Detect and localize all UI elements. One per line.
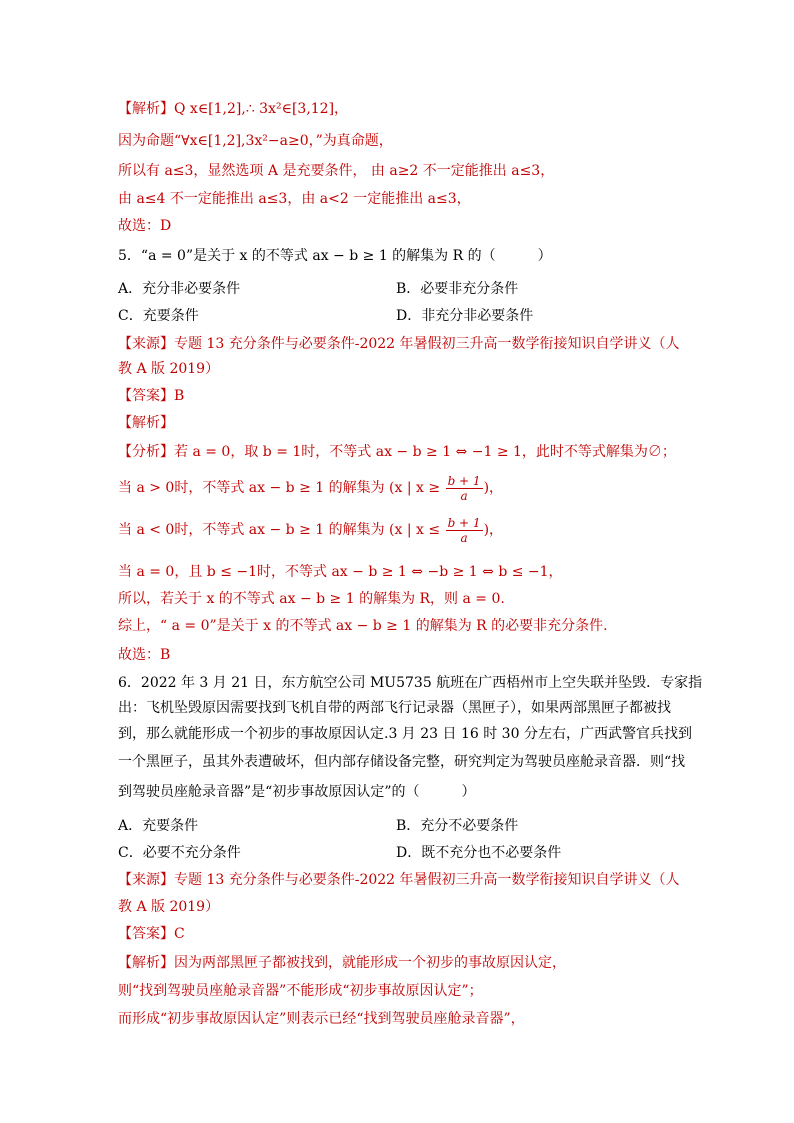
q5-analysis-1: 【分析】若 a = 0，取 b = 1时，不等式 ax − b ≥ 1 ⇔ −1 ≥ 1，此时不等式解集为∅； [118,444,676,460]
analysis-line-1: 【解析】Q x∈[1,2],∴ 3x²∈[3,12]， [118,101,349,117]
q6-analysis-1: 【解析】因为两部黑匣子都被找到，就能形成一个初步的事故原因认定， [118,955,566,971]
question-6-stem-2: 出：飞机坠毁原因需要找到飞机自带的两部飞行记录器（黑匣子），如果两部黑匣子都被找 [118,700,671,716]
q6-option-c: C．必要不充分条件 [118,845,241,861]
q6-option-a: A．充要条件 [118,818,199,834]
fraction-numerator: b + 1 [447,515,481,530]
q5-source-line-2: 教 A 版 2019） [118,361,220,377]
q5-option-d: D．非充分非必要条件 [396,308,534,324]
fraction-numerator: b + 1 [447,473,481,488]
fraction-denominator: a [460,530,468,545]
q6-analysis-2: 则“找到驾驶员座舱录音器”不能形成“初步事故原因认定”； [118,983,483,999]
q5-analysis-6: 综上，“ a = 0”是关于 x 的不等式 ax − b ≥ 1 的解集为 R 的必要非充分条件. [118,618,608,634]
q5-option-c: C．充要条件 [118,308,199,324]
analysis-line-3: 所以有 a≤3，显然选项 A 是充要条件， 由 a≥2 不一定能推出 a≤3， [118,163,555,179]
q6-source-line-2: 教 A 版 2019） [118,899,220,915]
q6-option-b: B．充分不必要条件 [396,818,519,834]
q5-option-b: B．必要非充分条件 [396,281,519,297]
q6-option-d: D．既不充分也不必要条件 [396,845,562,861]
q5-analysis-7: 故选：B [118,647,171,663]
q5-analysis-5: 所以，若关于 x 的不等式 ax − b ≥ 1 的解集为 R，则 a = 0. [118,591,505,607]
q5-analysis-2-text: 当 a > 0时，不等式 ax − b ≥ 1 的解集为 (x | x ≥ [118,480,445,496]
q5-analysis-2 [118,472,503,504]
q5-analysis-heading: 【解析】 [118,415,174,431]
question-6-stem-4: 一个黑匣子，虽其外表遭破坏，但内部存储设备完整，研究判定为驾驶员座舱录音器．则“找 [118,754,686,770]
q6-source-line-1: 【来源】专题 13 充分条件与必要条件-2022 年暑假初三升高一数学衔接知识自学讲义（人 [118,872,680,888]
q5-analysis-2-end: )， [483,480,504,496]
q5-analysis-4: 当 a = 0，且 b ≤ −1时，不等式 ax − b ≥ 1 ⇔ −b ≥ 1 ⇔ b ≤ −1， [118,564,563,580]
q5-analysis-3-end: )， [483,522,504,538]
q6-analysis-3: 而形成“初步事故原因认定”则表示已经“找到驾驶员座舱录音器”， [118,1011,525,1027]
fraction [446,516,483,545]
question-5-stem: 5．“a = 0”是关于 x 的不等式 ax − b ≥ 1 的解集为 R 的（ ） [118,248,552,264]
q6-answer: 【答案】C [118,926,185,942]
analysis-line-5: 故选：D [118,218,172,234]
q5-answer: 【答案】B [118,388,185,404]
q5-analysis-3 [118,514,503,546]
question-6-stem-5: 到驾驶员座舱录音器”是“初步事故原因认定”的（ ） [118,784,476,800]
q5-option-a: A．充分非必要条件 [118,281,241,297]
fraction [446,474,483,503]
analysis-line-2: 因为命题“∀x∈[1,2],3x²−a≥0，”为真命题， [118,133,393,149]
analysis-line-4: 由 a≤4 不一定能推出 a≤3，由 a<2 一定能推出 a≤3， [118,191,471,207]
q5-source-line-1: 【来源】专题 13 充分条件与必要条件-2022 年暑假初三升高一数学衔接知识自学讲义（人 [118,336,680,352]
q5-analysis-3-text: 当 a < 0时，不等式 ax − b ≥ 1 的解集为 (x | x ≤ [118,522,445,538]
question-6-stem-3: 到，那么就能形成一个初步的事故原因认定.3 月 23 日 16 时 30 分左右，广西武警官兵找到 [118,726,692,742]
fraction-denominator: a [460,488,468,503]
question-6-stem-1: 6．2022 年 3 月 21 日，东方航空公司 MU5735 航班在广西梧州市上空失联并坠毁．专家指 [118,675,703,691]
